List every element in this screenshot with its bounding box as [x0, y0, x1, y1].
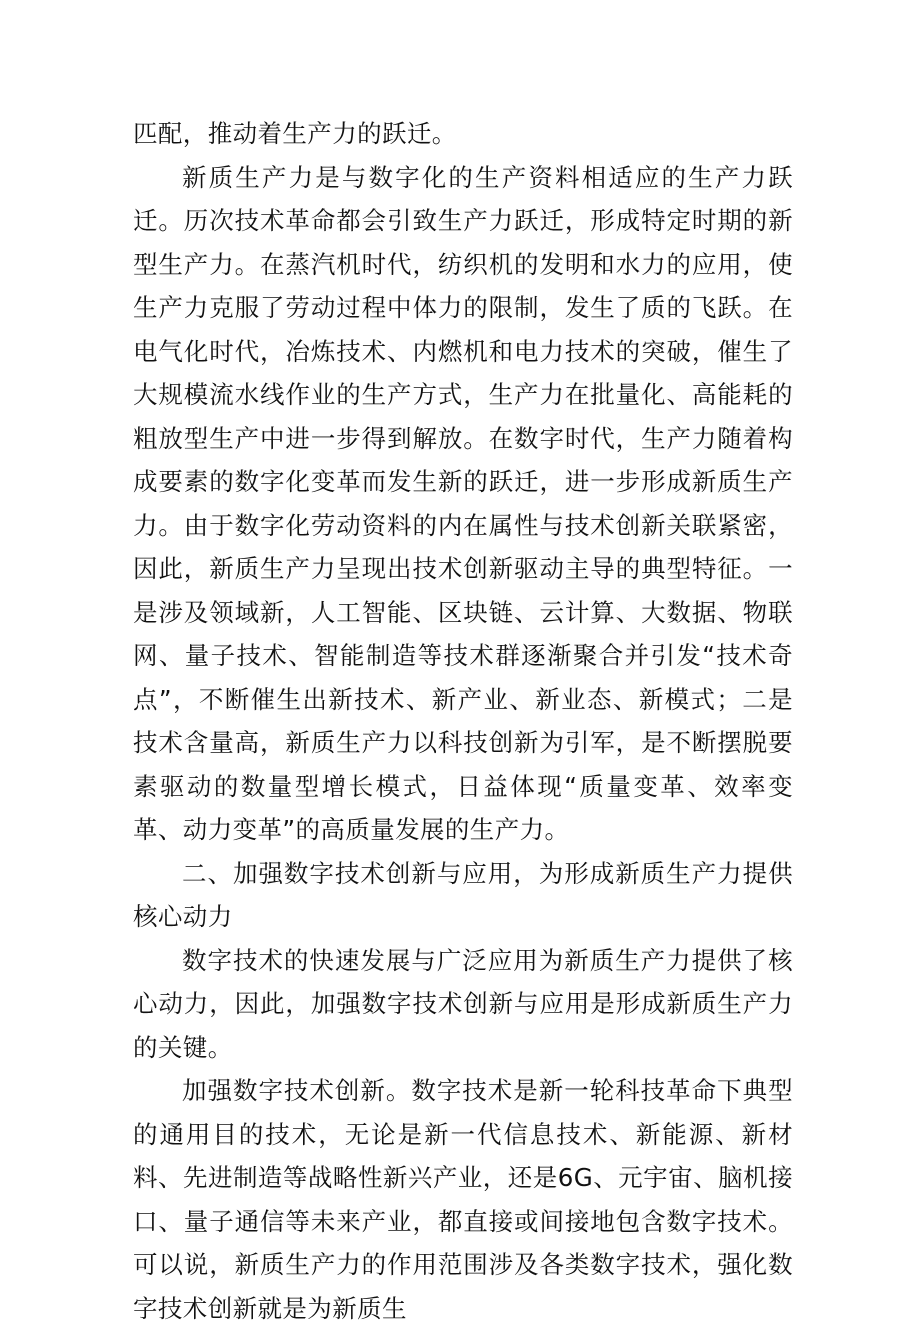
document-body: [133, 112, 793, 1330]
paragraph-core-driving-force: 数字技术的快速发展与广泛应用为新质生产力提供了核心动力，因此，加强数字技术创新与应用是形成新质生产力的关键。: [133, 945, 793, 1062]
paragraph-strengthen-innovation: 加强数字技术创新。数字技术是新一轮科技革命下典型的通用目的技术，无论是新一代信息技术、新能源、新材料、先进制造等战略性新兴产业，还是6G、元宇宙、脑机接口、量子通信等未来产业，都直接或间接地包含数字技术。可以说，新质生产力的作用范围涉及各类数字技术，强化数字技术创新就是为新质生: [133, 1076, 793, 1323]
paragraph-continuation: 匹配，推动着生产力的跃迁。: [133, 119, 457, 148]
section-heading-digital-tech: 二、加强数字技术创新与应用，为形成新质生产力提供核心动力: [133, 858, 793, 931]
paragraph-new-productivity-leap: 新质生产力是与数字化的生产资料相适应的生产力跃迁。历次技术革命都会引致生产力跃迁，形成特定时期的新型生产力。在蒸汽机时代，纺织机的发明和水力的应用，使生产力克服了劳动过程中体力的限制，发生了质的飞跃。在电气化时代，冶炼技术、内燃机和电力技术的突破，催生了大规模流水线作业的生产方式，生产力在批量化、高能耗的粗放型生产中进一步得到解放。在数字时代，生产力随着构成要素的数字化变革而发生新的跃迁，进一步形成新质生产力。由于数字化劳动资料的内在属性与技术创新关联紧密，因此，新质生产力呈现出技术创新驱动主导的典型特征。一是涉及领域新，人工智能、区块链、云计算、大数据、物联网、量子技术、智能制造等技术群逐渐聚合并引发“技术奇点”，不断催生出新技术、新产业、新业态、新模式；二是技术含量高，新质生产力以科技创新为引军，是不断摆脱要素驱动的数量型增长模式，日益体现“质量变革、效率变革、动力变革”的高质量发展的生产力。: [133, 162, 793, 844]
